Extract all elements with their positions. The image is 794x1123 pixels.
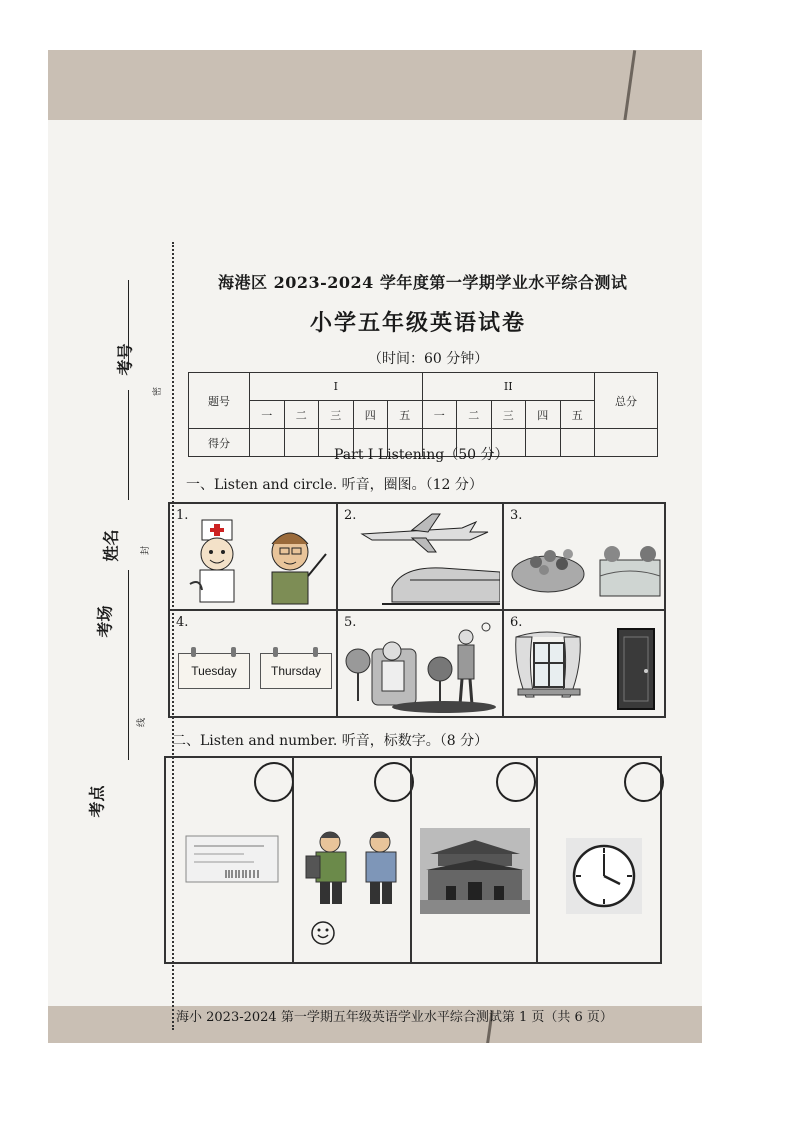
score-col: 五 <box>388 401 423 429</box>
page-footer: 海小 2023-2024 第一学期五年级英语学业水平综合测试第 1 页（共 6 页） <box>176 1010 613 1025</box>
window-door-image <box>510 625 660 713</box>
item-number: 2. <box>344 508 357 523</box>
old-man-young-man-image <box>344 621 500 715</box>
score-part-1: I <box>250 373 423 401</box>
photo-background <box>48 50 702 1043</box>
score-total-cell[interactable] <box>595 429 658 457</box>
picture-cell-1[interactable] <box>169 503 337 610</box>
score-col: 二 <box>284 401 319 429</box>
answer-circle[interactable] <box>254 762 294 802</box>
two-boys-image <box>302 828 406 908</box>
answer-circle[interactable] <box>374 762 414 802</box>
doctor-teacher-image <box>180 514 330 606</box>
score-cell[interactable] <box>284 429 319 457</box>
answer-circle[interactable] <box>496 762 536 802</box>
number-cell-1[interactable] <box>165 757 293 963</box>
exam-title-main: 小学五年级英语试卷 <box>310 310 527 336</box>
score-col: 二 <box>457 401 492 429</box>
exam-time: （时间：60 分钟） <box>368 351 489 367</box>
picture-cell-4[interactable] <box>169 610 337 717</box>
score-col: 一 <box>422 401 457 429</box>
exam-title-line1: 海港区 2023-2024 学年度第一学期学业水平综合测试 <box>218 273 628 292</box>
score-col: 五 <box>560 401 595 429</box>
calendar-card-label: Thursday <box>270 664 322 678</box>
binding-line <box>128 390 129 500</box>
ticket-image <box>184 834 280 884</box>
flowers-lake-image <box>508 524 664 604</box>
number-cell-3[interactable] <box>411 757 537 963</box>
item-number: 3. <box>510 508 523 523</box>
score-col: 三 <box>319 401 354 429</box>
seal-char-mi: 密 <box>153 386 164 397</box>
binding-line <box>128 640 129 760</box>
score-col: 一 <box>250 401 285 429</box>
item-number: 6. <box>510 615 523 630</box>
clock-image <box>566 838 642 914</box>
section2-picture-grid <box>164 756 662 964</box>
score-total-header: 总分 <box>595 373 658 429</box>
item-number: 5. <box>344 615 357 630</box>
floor-tile-line <box>623 50 636 125</box>
plane-train-image <box>352 510 500 606</box>
picture-cell-2[interactable] <box>337 503 503 610</box>
score-col: 四 <box>353 401 388 429</box>
seal-char-xian: 线 <box>137 717 148 728</box>
side-label-kaohao: 考号 <box>115 343 135 376</box>
picture-cell-5[interactable] <box>337 610 503 717</box>
calendar-card-tuesday <box>178 653 250 689</box>
part1-title: Part I Listening（50 分） <box>334 447 509 463</box>
calendar-card-thursday <box>260 653 332 689</box>
picture-cell-6[interactable] <box>503 610 665 717</box>
side-label-kaochang: 考场 <box>95 605 115 638</box>
picture-cell-3[interactable] <box>503 503 665 610</box>
score-header-defen: 得分 <box>189 429 250 457</box>
tiananmen-image <box>420 828 530 914</box>
section2-title: 二、Listen and number. 听音，标数字。（8 分） <box>172 733 489 749</box>
score-cell[interactable] <box>560 429 595 457</box>
score-col: 三 <box>491 401 526 429</box>
score-cell[interactable] <box>250 429 285 457</box>
score-col: 四 <box>526 401 561 429</box>
section1-title: 一、Listen and circle. 听音，圈图。（12 分） <box>186 477 483 493</box>
score-header-tihao: 题号 <box>189 373 250 429</box>
side-label-kaodian: 考点 <box>87 785 107 818</box>
score-cell[interactable] <box>526 429 561 457</box>
item-number: 4. <box>176 615 189 630</box>
side-label-xingming: 姓名 <box>101 529 121 562</box>
number-cell-2[interactable] <box>293 757 411 963</box>
item-number: 1. <box>176 508 189 523</box>
seal-char-feng: 封 <box>141 545 152 556</box>
answer-circle[interactable] <box>624 762 664 802</box>
score-part-2: II <box>422 373 595 401</box>
exam-paper <box>48 120 702 1025</box>
calendar-card-label: Tuesday <box>191 664 237 678</box>
number-cell-4[interactable] <box>537 757 661 963</box>
smiley-face-icon <box>310 920 336 946</box>
section1-picture-grid <box>168 502 666 718</box>
